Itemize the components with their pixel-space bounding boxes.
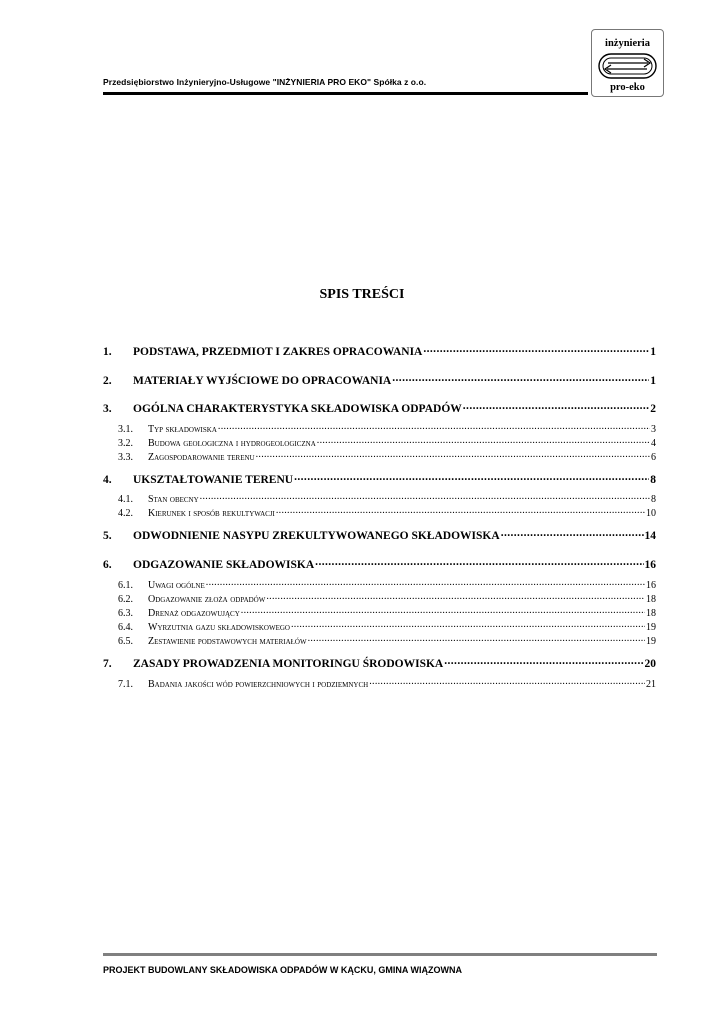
toc-entry-number: 6.3. [118,608,133,619]
toc-entry-number: 6. [103,558,112,571]
toc-dot-leader [463,400,649,412]
toc-entry-2[interactable] [103,372,656,387]
toc-dot-leader [423,343,649,355]
toc-dot-leader [266,592,645,602]
toc-entry-3-1[interactable] [103,422,656,435]
logo-top-text: inżynieria [605,38,650,49]
toc-entry-3[interactable] [103,400,656,415]
toc-entry-number: 6.2. [118,594,133,605]
company-logo [591,29,664,97]
toc-page-number: 18 [646,594,656,605]
toc-entry-title: Zagospodarowanie terenu [148,452,255,463]
toc-entry-number: 1. [103,345,112,358]
header-rule [103,92,588,95]
toc-entry-title: Zestawienie podstawowych materiałów [148,636,307,647]
toc-page-number: 21 [646,679,656,690]
toc-entry-title: UKSZTAŁTOWANIE TERENU [133,473,294,486]
toc-entry-number: 4.2. [118,508,133,519]
toc-page-number: 18 [646,608,656,619]
toc-entry-title: ODGAZOWANIE SKŁADOWISKA [133,558,315,571]
toc-dot-leader [501,527,644,539]
toc-page-number: 1 [650,374,656,387]
toc-entry-number: 2. [103,374,112,387]
toc-entry-6-5[interactable] [103,634,656,647]
toc-entry-number: 4.1. [118,494,133,505]
toc-page-number: 10 [646,508,656,519]
toc-dot-leader [276,506,645,516]
toc-entry-title: Stan obecny [148,494,199,505]
toc-page-number: 3 [651,424,656,435]
toc-entry-title: Wyrzutnia gazu składowiskowego [148,622,290,633]
toc-entry-6-2[interactable] [103,592,656,605]
toc-entry-title: Kierunek i sposób rekultywacji [148,508,275,519]
toc-dot-leader [444,655,643,667]
toc-page-number: 2 [650,402,656,415]
toc-page-number: 8 [650,473,656,486]
toc-dot-leader [200,492,650,502]
toc-entry-title: MATERIAŁY WYJŚCIOWE DO OPRACOWANIA [133,374,392,387]
toc-entry-6-4[interactable] [103,620,656,633]
toc-entry-number: 3.3. [118,452,133,463]
toc-entry-title: Uwagi ogólne [148,580,205,591]
toc-entry-number: 6.4. [118,622,133,633]
toc-entry-title: Budowa geologiczna i hydrogeologiczna [148,438,316,449]
toc-dot-leader [241,606,645,616]
toc-entry-4-1[interactable] [103,492,656,505]
toc-entry-number: 7. [103,657,112,670]
toc-page-number: 16 [646,580,656,591]
toc-entry-title: OGÓLNA CHARAKTERYSTYKA SKŁADOWISKA ODPADÓW [133,402,462,415]
footer-project-title: PROJEKT BUDOWLANY SKŁADOWISKA ODPADÓW W KĄCKU, GMINA WIĄZOWNA [103,965,462,975]
toc-title: SPIS TREŚCI [319,287,405,302]
toc-page-number: 1 [650,345,656,358]
toc-dot-leader [218,422,650,432]
toc-page-number: 14 [644,529,656,542]
toc-entry-title: Odgazowanie złoża odpadów [148,594,266,605]
toc-entry-number: 3.2. [118,438,133,449]
toc-page-number: 6 [651,452,656,463]
toc-dot-leader [256,450,650,460]
toc-entry-4[interactable] [103,471,656,486]
toc-dot-leader [308,634,645,644]
toc-entry-title: Badania jakości wód powierzchniowych i podziemnych [148,679,369,690]
toc-entry-6[interactable] [103,556,656,571]
toc-page-number: 20 [644,657,656,670]
header-company-name: Przedsiębiorstwo Inżynieryjno-Usługowe "INŻYNIERIA PRO EKO" Spółka z o.o. [103,77,427,87]
toc-page-number: 4 [651,438,656,449]
toc-dot-leader [291,620,645,630]
toc-entry-title: PODSTAWA, PRZEDMIOT I ZAKRES OPRACOWANIA [133,345,423,358]
toc-entry-number: 7.1. [118,679,133,690]
toc-entry-number: 5. [103,529,112,542]
toc-entry-title: ODWODNIENIE NASYPU ZREKULTYWOWANEGO SKŁADOWISKA [133,529,500,542]
toc-page-number: 16 [644,558,656,571]
toc-entry-number: 3.1. [118,424,133,435]
toc-dot-leader [206,578,645,588]
toc-page-number: 19 [646,622,656,633]
toc-entry-title: Typ składowiska [148,424,217,435]
toc-entry-7[interactable] [103,655,656,670]
toc-entry-6-3[interactable] [103,606,656,619]
footer-rule [103,953,657,956]
logo-bottom-text: pro-eko [610,82,645,93]
toc-page-number: 19 [646,636,656,647]
toc-entry-number: 3. [103,402,112,415]
toc-entry-number: 4. [103,473,112,486]
toc-dot-leader [294,471,649,483]
toc-page-number: 8 [651,494,656,505]
toc-entry-number: 6.1. [118,580,133,591]
toc-entry-4-2[interactable] [103,506,656,519]
toc-entry-title: ZASADY PROWADZENIA MONITORINGU ŚRODOWISKA [133,657,444,670]
toc-dot-leader [317,436,650,446]
toc-entry-6-1[interactable] [103,578,656,591]
toc-entry-5[interactable] [103,527,656,542]
toc-entry-1[interactable] [103,343,656,358]
toc-entry-7-1[interactable] [103,677,656,690]
toc-dot-leader [315,556,643,568]
toc-dot-leader [369,677,645,687]
recycle-loop-icon [598,53,657,79]
toc-entry-3-2[interactable] [103,436,656,449]
toc-dot-leader [392,372,649,384]
toc-entry-3-3[interactable] [103,450,656,463]
toc-entry-number: 6.5. [118,636,133,647]
toc-entry-title: Drenaż odgazowujący [148,608,240,619]
